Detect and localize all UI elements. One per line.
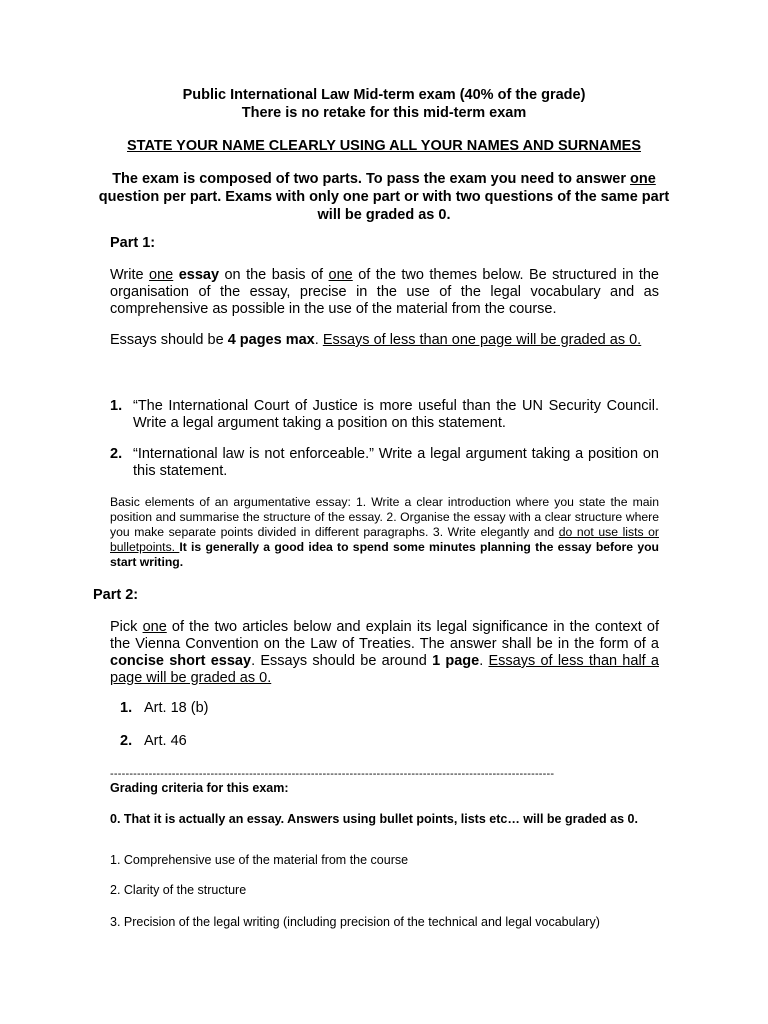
p2-text-a: Essays should be [110,332,228,348]
part2-one: one [142,619,167,635]
exam-subtitle: There is no retake for this mid-term exam [241,105,527,121]
p2-max: 4 pages max [227,332,315,348]
part1-item-1-number: 1. [110,398,123,414]
part2-graded: Essays of less than half a page will be graded as 0. [110,653,659,686]
part1-instructions [110,267,659,318]
part2-instructions [110,619,659,687]
part2-item-2-text: Art. 46 [144,733,187,749]
basics-no-lists: do not use lists or bulletpoints. [110,525,659,554]
part2-item-1-text: Art. 18 (b) [144,700,209,716]
criteria-zero: 0. That it is actually an essay. Answers using bullet points, lists etc… will be graded as 0. [110,812,638,826]
criteria-item-3: 3. Precision of the legal writing (including precision of the technical and legal vocabulary) [110,915,600,929]
p1-one-2: one [328,267,353,283]
part2-item-2-number: 2. [120,733,133,749]
part1-heading: Part 1: [110,235,156,251]
intro-paragraph [92,170,676,224]
criteria-item-1: 1. Comprehensive use of the material from the course [110,853,409,867]
p2-text-b: . [314,332,323,348]
criteria-heading: Grading criteria for this exam: [110,781,289,795]
part1-length-rule [110,332,659,349]
part2-text-a: Pick [110,619,143,635]
intro-one: one [630,171,656,187]
part2-heading: Part 2: [93,587,139,603]
name-instruction: STATE YOUR NAME CLEARLY USING ALL YOUR NAMES AND SURNAMES [127,138,641,154]
basics-text-a: Basic elements of an argumentative essay: 1. Write a clear introduction where you state the main position and summarise the structure of the essay. 2. Organise the essay with a clear structure where you make separate points divided in different paragraphs. 3. Write elegantly and [110,495,659,539]
criteria-item-2: 2. Clarity of the structure [110,883,247,897]
essay-basics [110,495,659,570]
part1-item-2-number: 2. [110,446,123,462]
p1-one: one [149,267,174,283]
p1-essay: essay [178,267,220,283]
part2-concise: concise short essay [110,653,252,669]
part2-text-b: of the two articles below and explain its legal significance in the context of the Vienna Convention on the Law of Treaties. The answer shall be in the form of a [110,619,660,652]
part1-item-2-text: “International law is not enforceable.” Write a legal argument taking a position on this statement. [133,446,659,479]
p1-text-a: Write [110,267,150,283]
part2-text-c: . Essays should be around [251,653,433,669]
basics-planning-tip: It is generally a good idea to spend some minutes planning the essay before you start writing. [110,540,660,569]
intro-text-b: question per part. Exams with only one part or with two questions of the same part will be graded as 0. [98,189,670,223]
section-divider: ------------------------------------------------------------------------------------------------------------------- [110,768,555,780]
part2-page: 1 page [432,653,480,669]
p2-graded: Essays of less than one page will be graded as 0. [322,332,642,348]
part1-item-1-text: “The International Court of Justice is more useful than the UN Security Council. Write a legal argument taking a position on this statement. [133,398,659,431]
p1-text-c: on the basis of [219,267,329,283]
part2-text-d: . [479,653,489,669]
p1-text-d: of the two themes below. Be structured in the organisation of the essay, precise in the use of the legal vocabulary and as comprehensive as possible in the use of the material from the course. [110,267,659,317]
intro-text-a: The exam is composed of two parts. To pass the exam you need to answer [112,171,631,187]
exam-title: Public International Law Mid-term exam (40% of the grade) [182,87,586,103]
part2-item-1-number: 1. [120,700,133,716]
